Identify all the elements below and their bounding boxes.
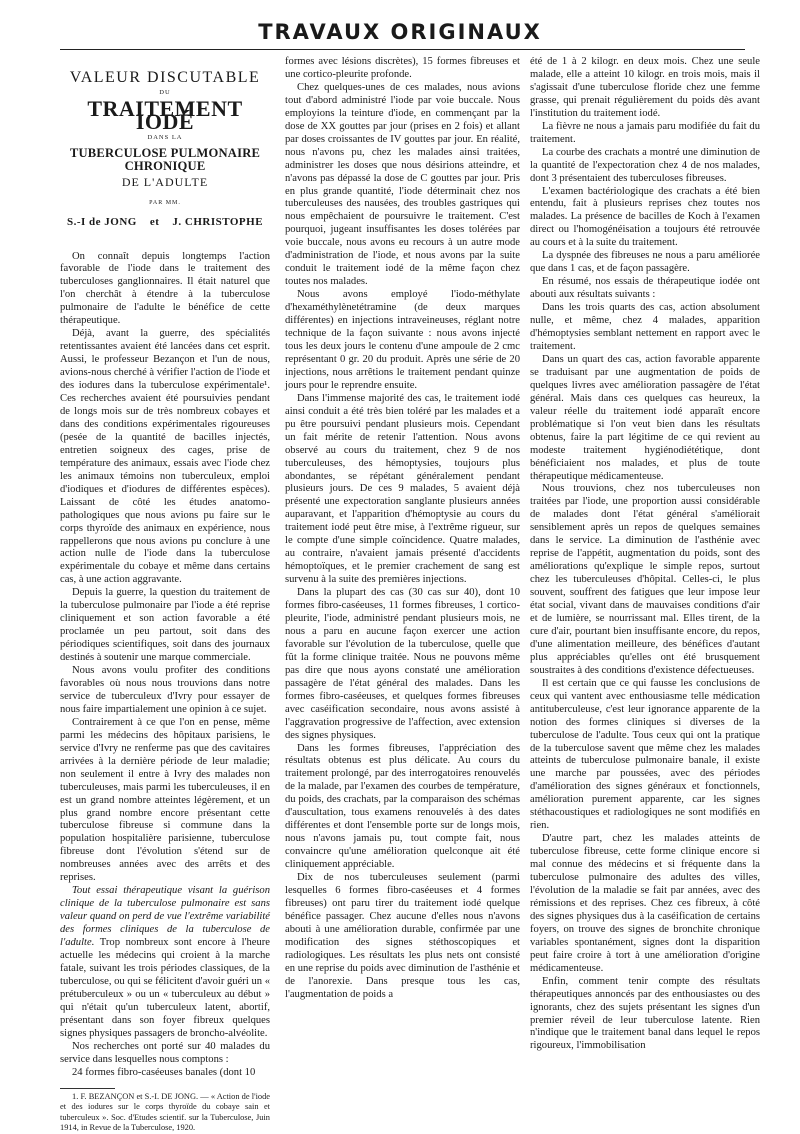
paragraph: La dyspnée des fibreuses ne nous a paru améliorée que dans 1 cas, et de façon passagère. xyxy=(530,250,760,275)
paragraph: Dans la plupart des cas (30 cas sur 40), dont 10 formes fibro-caséeuses, 11 formes fibreuses, 1 cortico-pleurite, l'iode, administré pendant plusieurs mois, ne nous a paru en aucune façon exercer une action favorable sur l'évolution de la tuberculose, quelle que fût la forme clinique traitée. Nous ne pouvons même pas dire que nous ayons constaté une amélioration passagère de l'état général des malades. Dans les formes fibro-caséeuses, et quelques formes fibreuses avec caséification secondaire, nous avons assisté à l'aggravation progressive de l'affection, avec extension des signes physiques. xyxy=(285,587,520,741)
authors: S.-I de JONG et J. CHRISTOPHE xyxy=(66,215,264,228)
title-line-3: TUBERCULOSE PULMONAIRE CHRONIQUE xyxy=(69,145,261,173)
paragraph: D'autre part, chez les malades atteints de tuberculose fibreuse, cette forme clinique encore si mal connue des médecins et si fréquente dans la tuberculose pulmonaire des adultes des villes, l'évolution de la maladie se fait par années, avec des rémissions et des reprises. Chez ces fibreux, à côté des signes physiques dus à la caséification de certains foyers, on trouve des signes de bronchite chronique variables spontanément, signes dont la disparition peut faire croire à tort à une amélioration d'origine médicamenteuse. xyxy=(530,833,760,974)
byline-label: PAR MM. xyxy=(149,199,181,206)
title-line-1: VALEUR DISCUTABLE xyxy=(69,69,261,86)
paragraph: Contrairement à ce que l'on en pense, même parmi les médecins des hôpitaux parisiens, le service d'Ivry ne renferme pas que des cavitaires arrivées à la dernière période de leur maladie; non seulement il entre à Ivry des malades non tuberculeuses, mais parmi les tuberculeuses, il en est un grand nombre atteintes légèrement, et un plus grand nombre encore présentant cette tuberculose fibreuse si commune dans la population hospitalière parisienne, tuberculose fibreuse dont l'évolution s'étend sur de nombreuses années avec des arrêts et des reprises. xyxy=(60,716,270,884)
title-line-2: TRAITEMENT IODÉ xyxy=(87,95,243,134)
column-left xyxy=(60,56,271,1133)
paragraph: Il est certain que ce qui fausse les conclusions de ceux qui vantent avec enthousiasme telle médication antituberculeuse, c'est leur ignorance apparente de la notion des formes cliniques si diverses de la tuberculose de l'adulte. Tous ceux qui ont la pratique de la tuberculose savent que même chez les malades atteints de tuberculose pulmonaire banale, il existe une marche par poussées, avec des périodes d'amélioration des signes généraux et fonctionnels, amélioration purement apparente, car les signes stéthacoustiques et radiologiques ne sont modifiés en rien. xyxy=(530,677,760,832)
paragraph: Nous avons voulu profiter des conditions favorables où nous nous trouvions dans notre service de tuberculeux d'Ivry pour essayer de nous faire impartialement une opinion à ce sujet. xyxy=(60,665,270,715)
paragraph: Nous avons employé l'iodo-méthylate d'hexaméthylènetétramine (de deux marques différentes) en injections intraveineuses, réglant notre technique de la façon suivante : nous avons injecté tous les deux jours le contenu d'une ampoule de 2 cmc représentant 0 gr. 20 du produit. Après une série de 20 injections, nous arrêtions le traitement pendant quinze jours pour le reprendre ensuite. xyxy=(285,289,520,391)
paragraph: Déjà, avant la guerre, des spécialités retentissantes avaient été lancées dans cet esprit. Aussi, le professeur Bezançon et l'un de nous, avions-nous cherché à vérifier l'action de l'iode et des iodures dans la tuberculose expérimentale¹. Ces recherches avaient été poursuivies pendant de longs mois sur de très nombreux cobayes et dans des conditions expérimentales rigoureuses (pesée de la quantité de bacilles injectés, entretien soigneux des cages, prise de température des animaux, essais avec l'iode chez les animaux témoins non tuberculeux, emploi d'iodiques et d'iodures de différentes espèces). Laissant de côté les études anatomo-pathologiques que nous avions pu faire sur le corps thyroïde des animaux en expérience, nous rappellerons que nous avions pu conclure à une action nulle de l'iode dans la tuberculose expérimentale du cobaye et même dans certains cas, à une action aggravante. xyxy=(60,328,271,586)
paragraph: Dix de nos tuberculeuses seulement (parmi lesquelles 6 formes fibro-caséeuses et 4 formes fibreuses) ont paru tirer du traitement iodé quelque bénéfice passager. Chez aucune d'elles nous n'avons abouti à une amélioration durable, confirmée par une modification des signes stéthoscopiques et radiologiques. Les résultats les plus nets ont consisté en une reprise du poids avec diminution de l'asthénie et de l'anorexie. Dans presque tous les cas, l'augmentation de poids a xyxy=(285,872,520,1000)
paragraph: Enfin, comment tenir compte des résultats thérapeutiques annoncés par des enthousiastes ou des ignorants, chez des sujets présentant les signes d'un premier réveil de leur tuberculose latente. Rien n'indique que le traitement banal dans lequel le repos rigoureux, l'immobilisation xyxy=(530,975,760,1052)
paragraph: Dans un quart des cas, action favorable apparente se traduisant par une augmentation de poids de quelques livres avec amélioration passagère de l'état général. Mais dans ces quelques cas heureux, la valeur réelle du traitement iodé apparaît encore problématique si l'on veut bien dans les résultats obtenus, faire la part légitime de ce qui revient au modeste traitement hygiénodiététique, dont bénéficiaient nos malades, et plus de toute thérapeutique médicamenteuse. xyxy=(530,353,760,482)
paragraph: Dans les trois quarts des cas, action absolument nulle, et même, chez 4 malades, apparition d'hémoptysies semblant nettement en rapport avec le traitement. xyxy=(530,302,760,352)
paragraph: La fièvre ne nous a jamais paru modifiée du fait du traitement. xyxy=(530,120,760,145)
paragraph xyxy=(60,885,270,1040)
paragraph: La courbe des crachats a montré une diminution de la quantité de l'expectoration chez 4 de nos malades, dont 3 présentaient des tuberculoses fibreuses. xyxy=(530,146,760,184)
paragraph: En résumé, nos essais de thérapeutique iodée ont abouti aux résultats suivants : xyxy=(530,276,760,301)
column-middle xyxy=(285,56,520,1060)
title-du: DU xyxy=(159,88,171,96)
article-title-block xyxy=(60,69,270,229)
title-line-4: DE L'ADULTE xyxy=(121,174,209,189)
paragraph: Nos recherches ont porté sur 40 malades du service dans lesquelles nous comptons : xyxy=(60,1040,270,1065)
paragraph: L'examen bactériologique des crachats a été bien entendu, fait à plusieurs reprises chez toutes nos malades. La présence de bacilles de Koch à l'examen direct ou l'homogénéisation a toujours été retrouvée au cours et à la suite du traitement. xyxy=(530,185,760,249)
paragraph: Nous trouvions, chez nos tuberculeuses non traitées par l'iode, une proportion aussi considérable de malades dont l'état général s'améliorait sensiblement après un repos de quelques semaines dans le service. La diminution de l'asthénie avec reprise de l'appétit, augmentation du poids, sont des améliorations qu'explique le simple repos, surtout chez les tuberculeuses d'hôpital. Celles-ci, le plus souvent, souffrent des fatigues que leur impose leur état social, vivant dans de mauvaises conditions d'air et de lumière, se nourrissant mal. Elles tirent, de la cure d'air, pourtant bien insuffisante encore, du repos, d'une alimentation meilleure, des bénéfices d'autant plus appréciables qu'elles ont été brusquement soustraites à des conditions d'existence défectueuses. xyxy=(530,483,760,676)
paragraph-continuation: Trop nombreux sont encore à l'heure actuelle les médecins qui croient à la marche fatale, suivant les trois périodes classiques, de la tuberculose, ou qui se félicitent d'avoir guéri un « prétuberculeux » ou un « tuberculeux au début » qui n'était qu'un tuberculeux latent, abortif, présentant dans son foyer fibreux quelques signes physiques passagers de broncho-alvéolite. xyxy=(60,937,270,1039)
paragraph: On connaît depuis longtemps l'action favorable de l'iode dans le traitement des tuberculoses ganglionnaires. Il était naturel que l'on cherchât à étendre à la tuberculose pulmonaire de l'adulte le bénéfice de cette thérapeutique. xyxy=(60,250,270,327)
section-title: TRAVAUX ORIGINAUX xyxy=(258,20,542,44)
title-dans: DANS LA xyxy=(147,133,183,141)
header-rule xyxy=(60,49,745,50)
section-header xyxy=(0,20,800,44)
paragraph: formes avec lésions discrètes), 15 formes fibreuses et une cortico-pleurite profonde. xyxy=(285,56,520,80)
column-right-content xyxy=(530,56,760,1053)
footnote-rule xyxy=(60,1088,115,1089)
column-right xyxy=(530,56,760,1060)
paragraph: Dans les formes fibreuses, l'appréciation des résultats obtenus est plus délicate. Au cours du traitement prolongé, par des interrogatoires renouvelés de la malade, par l'examen des courbes de température, du poids, des crachats, par la comparaison des schémas d'auscultation, tous examens renouvelés à des dates différentes et dont l'ensemble porte sur de longs mois, nous n'avons jamais pu, tout compte fait, nous convaincre qu'une amélioration quelconque ait été cliniquement appréciable. xyxy=(285,742,520,871)
paragraph: 24 formes fibro-caséeuses banales (dont 10 xyxy=(72,1066,256,1078)
paragraph: Chez quelques-unes de ces malades, nous avions tout d'abord administré l'iode par voie buccale. Nous employions la teinture d'iode, en commençant par la dose de XX gouttes par jour (prises en 2 fois) et allant par doses croissantes de IV gouttes par jour. En réalité, nous n'avons pu, chez les malades ainsi traitées, administrer les doses que nous désirions atteindre, et n'avons pas dépassé la dose de C gouttes par jour. Pris en plus grande quantité, l'iode déterminait chez nos tuberculeuses des nausées, des troubles gastriques qui nous empêchaient de poursuivre le traitement. C'est pourquoi, jugeant insuffisantes les doses tolérées par voie buccale, nous avons eu recours à un autre mode d'administration de l'iode, et nous avons par la suite conduit le traitement iodé de la même façon chez toutes nos malades. xyxy=(285,81,520,288)
paragraph: été de 1 à 2 kilogr. en deux mois. Chez une seule malade, elle a atteint 10 kilogr. en trois mois, mais il s'agissait d'une tuberculose floride chez une femme grasse, qui prenait régulièrement du poids dès avant l'institution du traitement iodé. xyxy=(530,56,760,119)
paragraph: Depuis la guerre, la question du traitement de la tuberculose pulmonaire par l'iode a été reprise cliniquement et son action favorable a été proclamée un peu partout, soit dans des périodiques scientifiques, soit dans des journaux destinés à soutenir une marque commerciale. xyxy=(60,587,270,664)
italic-statement: Tout essai thérapeutique visant la guérison clinique de la tuberculose pulmonaire est sans valeur quand on perd de vue l'extrême variabilité des formes cliniques de la tuberculose de l'adulte. xyxy=(60,885,270,949)
paragraph: Dans l'immense majorité des cas, le traitement iodé ainsi conduit a été très bien toléré par les malades et a pu être poursuivi pendant plusieurs mois. Cependant un fait mérite de retenir l'attention. Nous avons observé au cours du traitement, chez 9 de nos tuberculeuses, des hémoptysies, toujours plus abondantes, se répétant généralement pendant plusieurs jours. De ces 9 malades, 5 avaient déjà présenté une expectoration sanglante plusieurs années auparavant, et l'apparition d'hémoptysie au cours du traitement iodé peut être mise, à l'extrême rigueur, sur le compte d'une simple coïncidence. Quatre malades, au contraire, n'avaient jamais présenté d'accidents hémoptoïques, et le premier crachement de sang est survenu à la suite des premières injections. xyxy=(285,392,520,586)
footnote: 1. F. BEZANÇON et S.-I. DE JONG. — « Action de l'iode et des iodures sur le corps thyroïde du cobaye sain et tuberculeux ». Soc. d'Etudes scientif. sur la Tuberculose, Juin 1914, in Revue de la Tuberculose, 1920. xyxy=(60,1091,270,1133)
